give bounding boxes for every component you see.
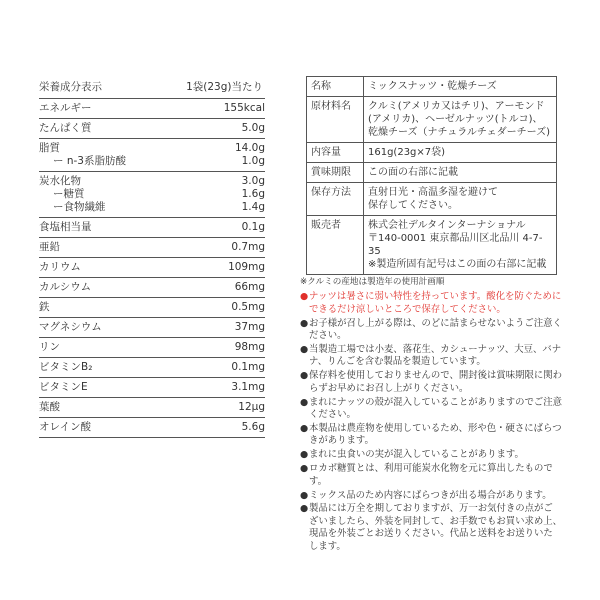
nutrition-row (39, 172, 265, 218)
nutrient-value: 5.6g (241, 421, 265, 433)
nutrient-label: たんぱく質 (39, 122, 92, 134)
nutrient-value: 0.1g (241, 221, 265, 233)
nutrient-value: 0.5mg (231, 301, 265, 313)
nutrition-line (39, 99, 265, 118)
nutrient-label: ー食物繊維 (53, 201, 106, 213)
nutrition-subline (39, 155, 265, 168)
product-row (307, 163, 557, 183)
nutrition-subline (39, 201, 265, 214)
product-field-value: 直射日光・高温多湿を避けて 保存してください。 (364, 183, 557, 216)
note-item (300, 397, 562, 422)
nutrition-line (39, 378, 265, 397)
nutrient-label: エネルギー (39, 102, 92, 114)
bullet-icon: ● (300, 344, 309, 356)
product-field-value: 161g(23g×7袋) (364, 143, 557, 163)
bullet-icon: ● (300, 449, 309, 461)
note-item (300, 449, 562, 461)
nutrition-rows (39, 99, 265, 438)
note-text: 当製造工場では小麦、落花生、カシューナッツ、大豆、バナナ、りんごを含む製品を製造しています。 (309, 344, 562, 368)
nutrient-value: 5.0g (241, 122, 265, 134)
nutrient-label: 亜鉛 (39, 241, 60, 253)
nutrient-label: 食塩相当量 (39, 221, 92, 233)
product-field-value: 株式会社デルタインターナショナル 〒140-0001 東京都品川区北品川 4-7-35 ※製造所固有記号はこの面の右部に記載 (364, 216, 557, 275)
note-item (300, 463, 562, 488)
nutrition-header (39, 76, 265, 99)
nutrient-value: 0.1mg (231, 361, 265, 373)
nutrient-value: 1.4g (241, 201, 265, 213)
nutrient-value: 3.0g (241, 175, 265, 187)
nutrient-value: 109mg (228, 261, 265, 273)
bullet-icon: ● (300, 463, 309, 475)
product-field-label: 名称 (307, 77, 364, 97)
product-info-table (306, 76, 557, 275)
nutrient-label: ー n-3系脂肪酸 (53, 155, 126, 167)
nutrition-facts-panel (39, 76, 265, 438)
nutrition-row (39, 278, 265, 298)
origin-note: ※クルミの産地は製造年の使用計画順 (300, 277, 445, 287)
nutrition-row (39, 258, 265, 278)
notes-list (300, 291, 562, 553)
nutrition-line (39, 238, 265, 257)
nutrient-label: ー糖質 (53, 188, 85, 200)
nutrition-row (39, 238, 265, 258)
nutrition-row (39, 318, 265, 338)
nutrient-value: 98mg (234, 341, 265, 353)
nutrition-row (39, 298, 265, 318)
nutrient-value: 1.6g (241, 188, 265, 200)
product-field-label: 原材料名 (307, 97, 364, 143)
warning-note (300, 291, 562, 316)
nutrition-line (39, 338, 265, 357)
nutrient-value: 14.0g (234, 142, 265, 154)
nutrition-line (39, 218, 265, 237)
serving-size: 1袋(23g)当たり (186, 81, 263, 93)
nutrition-line (39, 278, 265, 297)
bullet-icon: ● (300, 489, 309, 501)
bullet-icon: ● (300, 317, 309, 329)
nutrition-line (39, 258, 265, 277)
note-text: ナッツは暑さに弱い特性を持っています。酸化を防ぐためにできるだけ涼しいところで保存してください。 (309, 291, 562, 315)
bullet-icon: ● (300, 370, 309, 382)
nutrition-row (39, 99, 265, 119)
nutrient-label: 脂質 (39, 142, 60, 154)
note-text: ミックス品のため内容にばらつきが出る場合があります。 (309, 489, 552, 501)
nutrition-line (39, 358, 265, 377)
product-field-label: 保存方法 (307, 183, 364, 216)
bullet-icon: ● (300, 422, 309, 434)
bullet-icon: ● (300, 396, 309, 408)
nutrient-value: 1.0g (241, 155, 265, 167)
product-field-value: この面の右部に記載 (364, 163, 557, 183)
nutrition-row (39, 139, 265, 172)
notes-section (300, 276, 562, 555)
nutrient-label: 炭水化物 (39, 175, 81, 187)
nutrition-line (39, 398, 265, 417)
bullet-icon: ● (300, 291, 309, 303)
nutrition-line (39, 418, 265, 437)
nutrition-row (39, 338, 265, 358)
product-field-value: クルミ(アメリカ又はチリ)、アーモンド (アメリカ)、ヘーゼルナッツ(トルコ)、 乾燥チーズ（ナチュラルチェダーチーズ) (364, 97, 557, 143)
nutrient-label: オレイン酸 (39, 421, 91, 433)
nutrition-row (39, 358, 265, 378)
note-text: 製品には万全を期しておりますが、万一お気付きの点がございましたら、外装を同封して、お手数でもお買い求め上、現品を外装ごとお送りください。代品と送料をお送りいたします。 (309, 503, 562, 552)
product-row (307, 77, 557, 97)
nutrient-value: 0.7mg (231, 241, 265, 253)
nutrition-row (39, 218, 265, 238)
note-item (300, 318, 562, 343)
product-row (307, 97, 557, 143)
note-item (300, 503, 562, 553)
product-field-label: 内容量 (307, 143, 364, 163)
note-text: まれに虫食いの実が混入していることがあります。 (309, 449, 524, 461)
nutrient-label: リン (39, 341, 60, 353)
nutrient-label: マグネシウム (39, 321, 102, 333)
note-item (300, 490, 562, 502)
nutrition-line (39, 298, 265, 317)
nutrition-row (39, 119, 265, 139)
nutrition-row (39, 398, 265, 418)
nutrition-title: 栄養成分表示 (39, 81, 102, 93)
nutrient-label: 鉄 (39, 301, 50, 313)
nutrient-value: 37mg (234, 321, 265, 333)
product-field-label: 販売者 (307, 216, 364, 275)
note-item (300, 423, 562, 448)
nutrient-label: 葉酸 (39, 401, 60, 413)
note-text: 本製品は農産物を使用しているため、形や色・硬さにばらつきがあります。 (309, 422, 562, 447)
nutrition-line (39, 142, 265, 155)
note-text: まれにナッツの殻が混入していることがありますのでご注意ください。 (309, 396, 562, 421)
product-field-label: 賞味期限 (307, 163, 364, 183)
nutrient-label: カルシウム (39, 281, 92, 293)
note-text: お子様が召し上がる際は、のどに詰まらせないようご注意ください。 (309, 317, 562, 342)
nutrition-row (39, 418, 265, 438)
note-item (300, 344, 562, 369)
nutrient-value: 66mg (234, 281, 265, 293)
product-row (307, 183, 557, 216)
bullet-icon: ● (300, 503, 309, 515)
nutrition-line (39, 175, 265, 188)
note-text: ロカボ糖質とは、利用可能炭水化物を元に算出したものです。 (309, 463, 553, 487)
nutrient-value: 155kcal (223, 102, 265, 114)
product-field-value: ミックスナッツ・乾燥チーズ (364, 77, 557, 97)
product-row (307, 143, 557, 163)
nutrition-row (39, 378, 265, 398)
note-text: 保存料を使用しておりませんので、開封後は賞味期限に関わらずお早めにお召し上がりください。 (309, 370, 562, 394)
nutrient-label: カリウム (39, 261, 81, 273)
nutrient-label: ビタミンB₂ (39, 361, 93, 373)
nutrition-subline (39, 188, 265, 201)
note-item (300, 370, 562, 395)
nutrient-value: 3.1mg (231, 381, 265, 393)
nutrition-line (39, 318, 265, 337)
nutrient-label: ビタミンE (39, 381, 88, 393)
nutrient-value: 12μg (238, 401, 265, 413)
product-row (307, 216, 557, 275)
nutrition-line (39, 119, 265, 138)
